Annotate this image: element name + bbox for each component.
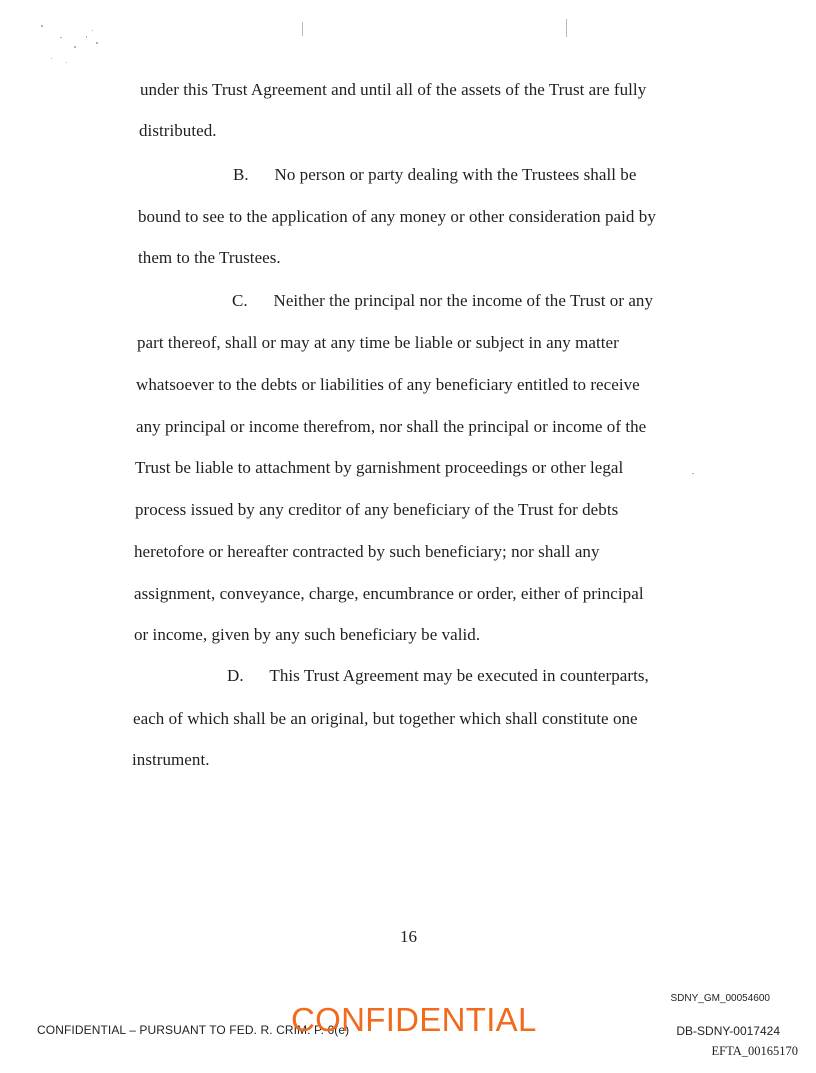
scan-speck (692, 473, 694, 474)
body-line: Trust be liable to attachment by garnishment proceedings or other legal (135, 458, 624, 477)
efta-number: EFTA_00165170 (711, 1044, 798, 1058)
confidentiality-notice: CONFIDENTIAL – PURSUANT TO FED. R. CRIM. P. 6(e) (37, 1023, 350, 1037)
bates-number-right: DB-SDNY-0017424 (676, 1024, 780, 1038)
body-line: or income, given by any such beneficiary be valid. (134, 625, 481, 644)
scan-speck (86, 36, 87, 38)
page-number: 16 (400, 927, 417, 946)
scan-speck (96, 42, 98, 44)
scan-speck (60, 37, 62, 38)
scan-speck (51, 58, 52, 59)
scan-mark (566, 19, 567, 37)
body-line: any principal or income therefrom, nor shall the principal or income of the (136, 417, 647, 436)
paragraph-c-first-line: C. Neither the principal nor the income of the Trust or any (232, 291, 654, 310)
body-line: bound to see to the application of any money or other consideration paid by (138, 207, 656, 226)
body-line: instrument. (132, 750, 210, 769)
body-line: each of which shall be an original, but together which shall constitute one (133, 709, 638, 728)
scan-mark (302, 22, 303, 36)
scan-speck (66, 62, 67, 63)
body-line: distributed. (139, 121, 217, 140)
body-line: part thereof, shall or may at any time be liable or subject in any matter (137, 333, 619, 352)
body-line: whatsoever to the debts or liabilities of any beneficiary entitled to receive (136, 375, 640, 394)
scan-speck (41, 25, 43, 27)
body-line: heretofore or hereafter contracted by such beneficiary; nor shall any (134, 542, 600, 561)
paragraph-b-first-line: B. No person or party dealing with the Trustees shall be (233, 165, 637, 184)
body-line: assignment, conveyance, charge, encumbrance or order, either of principal (134, 584, 644, 603)
confidential-stamp: CONFIDENTIAL (291, 1001, 537, 1038)
scan-speck (74, 46, 76, 48)
paragraph-d-first-line: D. This Trust Agreement may be executed in counterparts, (227, 666, 649, 685)
bates-number-top: SDNY_GM_00054600 (670, 993, 770, 1004)
body-line: them to the Trustees. (138, 248, 281, 267)
body-line: under this Trust Agreement and until all of the assets of the Trust are fully (140, 80, 647, 99)
scan-speck (92, 30, 93, 31)
body-line: process issued by any creditor of any beneficiary of the Trust for debts (135, 500, 619, 519)
